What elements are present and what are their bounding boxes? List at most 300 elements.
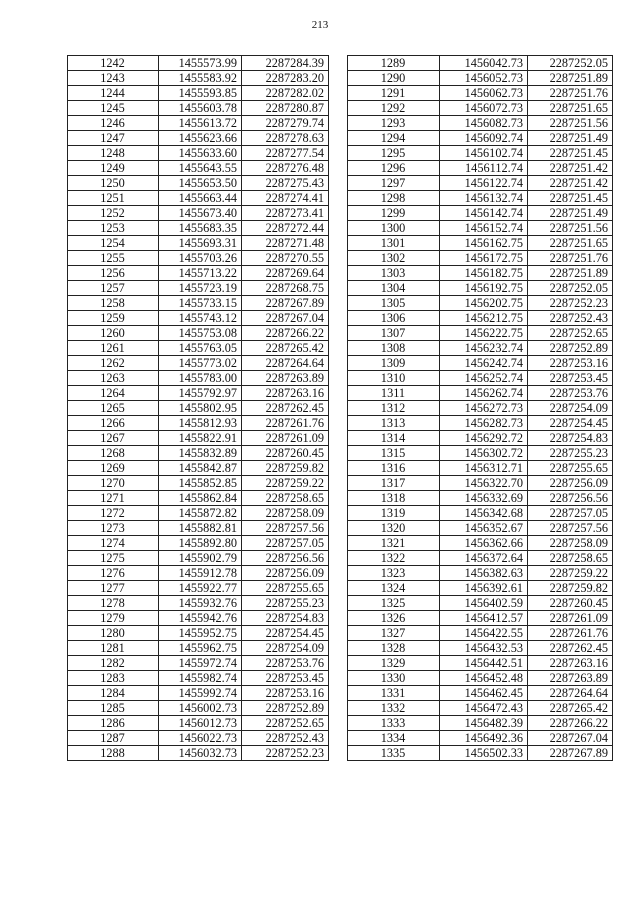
y-coordinate-cell: 2287253.16 xyxy=(528,356,613,371)
table-row xyxy=(348,671,613,686)
y-coordinate-cell: 2287261.09 xyxy=(528,611,613,626)
y-coordinate-cell: 2287277.54 xyxy=(242,146,329,161)
x-coordinate-cell: 1455992.74 xyxy=(159,686,242,701)
point-id-cell: 1256 xyxy=(68,266,159,281)
y-coordinate-cell: 2287251.42 xyxy=(528,176,613,191)
table-row xyxy=(68,341,329,356)
table-row xyxy=(68,416,329,431)
point-id-cell: 1263 xyxy=(68,371,159,386)
y-coordinate-cell: 2287274.41 xyxy=(242,191,329,206)
point-id-cell: 1257 xyxy=(68,281,159,296)
y-coordinate-cell: 2287255.23 xyxy=(242,596,329,611)
table-row xyxy=(68,221,329,236)
table-row xyxy=(68,626,329,641)
table-row xyxy=(348,311,613,326)
point-id-cell: 1323 xyxy=(348,566,440,581)
x-coordinate-cell: 1455812.93 xyxy=(159,416,242,431)
x-coordinate-cell: 1456492.36 xyxy=(440,731,528,746)
x-coordinate-cell: 1455862.84 xyxy=(159,491,242,506)
y-coordinate-cell: 2287279.74 xyxy=(242,116,329,131)
point-id-cell: 1312 xyxy=(348,401,440,416)
x-coordinate-cell: 1456342.68 xyxy=(440,506,528,521)
y-coordinate-cell: 2287251.42 xyxy=(528,161,613,176)
point-id-cell: 1284 xyxy=(68,686,159,701)
x-coordinate-cell: 1456352.67 xyxy=(440,521,528,536)
point-id-cell: 1246 xyxy=(68,116,159,131)
table-row xyxy=(348,521,613,536)
table-row xyxy=(348,116,613,131)
table-row xyxy=(68,296,329,311)
x-coordinate-cell: 1456262.74 xyxy=(440,386,528,401)
x-coordinate-cell: 1456382.63 xyxy=(440,566,528,581)
x-coordinate-cell: 1456422.55 xyxy=(440,626,528,641)
table-row xyxy=(68,536,329,551)
x-coordinate-cell: 1455902.79 xyxy=(159,551,242,566)
point-id-cell: 1306 xyxy=(348,311,440,326)
table-row xyxy=(68,446,329,461)
table-row xyxy=(348,686,613,701)
x-coordinate-cell: 1456152.74 xyxy=(440,221,528,236)
point-id-cell: 1251 xyxy=(68,191,159,206)
table-row xyxy=(348,161,613,176)
y-coordinate-cell: 2287252.43 xyxy=(242,731,329,746)
y-coordinate-cell: 2287259.82 xyxy=(528,581,613,596)
x-coordinate-cell: 1456212.75 xyxy=(440,311,528,326)
point-id-cell: 1288 xyxy=(68,746,159,761)
y-coordinate-cell: 2287267.04 xyxy=(242,311,329,326)
y-coordinate-cell: 2287253.45 xyxy=(242,671,329,686)
point-id-cell: 1259 xyxy=(68,311,159,326)
y-coordinate-cell: 2287258.09 xyxy=(528,536,613,551)
table-row xyxy=(68,701,329,716)
table-row xyxy=(348,401,613,416)
y-coordinate-cell: 2287253.45 xyxy=(528,371,613,386)
point-id-cell: 1309 xyxy=(348,356,440,371)
table-row xyxy=(68,281,329,296)
point-id-cell: 1248 xyxy=(68,146,159,161)
x-coordinate-cell: 1456092.74 xyxy=(440,131,528,146)
point-id-cell: 1333 xyxy=(348,716,440,731)
y-coordinate-cell: 2287254.09 xyxy=(528,401,613,416)
y-coordinate-cell: 2287260.45 xyxy=(242,446,329,461)
x-coordinate-cell: 1456462.45 xyxy=(440,686,528,701)
table-row xyxy=(68,611,329,626)
y-coordinate-cell: 2287251.65 xyxy=(528,101,613,116)
y-coordinate-cell: 2287253.76 xyxy=(242,656,329,671)
y-coordinate-cell: 2287255.23 xyxy=(528,446,613,461)
y-coordinate-cell: 2287269.64 xyxy=(242,266,329,281)
point-id-cell: 1286 xyxy=(68,716,159,731)
table-row xyxy=(348,596,613,611)
point-id-cell: 1281 xyxy=(68,641,159,656)
table-row xyxy=(348,551,613,566)
table-row xyxy=(348,626,613,641)
table-row xyxy=(68,101,329,116)
point-id-cell: 1269 xyxy=(68,461,159,476)
point-id-cell: 1266 xyxy=(68,416,159,431)
point-id-cell: 1313 xyxy=(348,416,440,431)
x-coordinate-cell: 1455623.66 xyxy=(159,131,242,146)
point-id-cell: 1244 xyxy=(68,86,159,101)
y-coordinate-cell: 2287275.43 xyxy=(242,176,329,191)
table-row xyxy=(348,356,613,371)
point-id-cell: 1275 xyxy=(68,551,159,566)
y-coordinate-cell: 2287283.20 xyxy=(242,71,329,86)
point-id-cell: 1296 xyxy=(348,161,440,176)
x-coordinate-cell: 1455693.31 xyxy=(159,236,242,251)
point-id-cell: 1277 xyxy=(68,581,159,596)
point-id-cell: 1285 xyxy=(68,701,159,716)
table-row xyxy=(68,326,329,341)
y-coordinate-cell: 2287278.63 xyxy=(242,131,329,146)
x-coordinate-cell: 1455932.76 xyxy=(159,596,242,611)
x-coordinate-cell: 1456052.73 xyxy=(440,71,528,86)
table-row xyxy=(68,746,329,761)
x-coordinate-cell: 1456162.75 xyxy=(440,236,528,251)
table-row xyxy=(68,731,329,746)
x-coordinate-cell: 1455982.74 xyxy=(159,671,242,686)
x-coordinate-cell: 1456332.69 xyxy=(440,491,528,506)
point-id-cell: 1272 xyxy=(68,506,159,521)
table-row xyxy=(348,281,613,296)
x-coordinate-cell: 1456172.75 xyxy=(440,251,528,266)
table-row xyxy=(68,71,329,86)
y-coordinate-cell: 2287259.22 xyxy=(528,566,613,581)
x-coordinate-cell: 1456182.75 xyxy=(440,266,528,281)
table-row xyxy=(348,506,613,521)
x-coordinate-cell: 1456072.73 xyxy=(440,101,528,116)
point-id-cell: 1301 xyxy=(348,236,440,251)
point-id-cell: 1273 xyxy=(68,521,159,536)
x-coordinate-cell: 1455593.85 xyxy=(159,86,242,101)
point-id-cell: 1328 xyxy=(348,641,440,656)
y-coordinate-cell: 2287253.16 xyxy=(242,686,329,701)
x-coordinate-cell: 1456222.75 xyxy=(440,326,528,341)
table-row xyxy=(68,506,329,521)
x-coordinate-cell: 1455713.22 xyxy=(159,266,242,281)
y-coordinate-cell: 2287256.09 xyxy=(242,566,329,581)
x-coordinate-cell: 1455673.40 xyxy=(159,206,242,221)
table-row xyxy=(348,371,613,386)
point-id-cell: 1326 xyxy=(348,611,440,626)
point-id-cell: 1305 xyxy=(348,296,440,311)
x-coordinate-cell: 1455643.55 xyxy=(159,161,242,176)
y-coordinate-cell: 2287251.49 xyxy=(528,206,613,221)
x-coordinate-cell: 1456112.74 xyxy=(440,161,528,176)
x-coordinate-cell: 1455723.19 xyxy=(159,281,242,296)
x-coordinate-cell: 1456482.39 xyxy=(440,716,528,731)
y-coordinate-cell: 2287251.56 xyxy=(528,116,613,131)
point-id-cell: 1295 xyxy=(348,146,440,161)
table-row xyxy=(348,611,613,626)
y-coordinate-cell: 2287251.65 xyxy=(528,236,613,251)
point-id-cell: 1252 xyxy=(68,206,159,221)
point-id-cell: 1314 xyxy=(348,431,440,446)
point-id-cell: 1262 xyxy=(68,356,159,371)
table-row xyxy=(68,131,329,146)
point-id-cell: 1274 xyxy=(68,536,159,551)
table-row xyxy=(68,266,329,281)
y-coordinate-cell: 2287273.41 xyxy=(242,206,329,221)
y-coordinate-cell: 2287254.45 xyxy=(528,416,613,431)
table-row xyxy=(68,521,329,536)
x-coordinate-cell: 1456192.75 xyxy=(440,281,528,296)
point-id-cell: 1289 xyxy=(348,56,440,71)
y-coordinate-cell: 2287261.09 xyxy=(242,431,329,446)
y-coordinate-cell: 2287251.76 xyxy=(528,86,613,101)
table-row xyxy=(348,251,613,266)
x-coordinate-cell: 1456282.73 xyxy=(440,416,528,431)
y-coordinate-cell: 2287276.48 xyxy=(242,161,329,176)
table-row xyxy=(348,101,613,116)
x-coordinate-cell: 1456022.73 xyxy=(159,731,242,746)
table-row xyxy=(348,716,613,731)
point-id-cell: 1320 xyxy=(348,521,440,536)
y-coordinate-cell: 2287256.56 xyxy=(242,551,329,566)
coordinate-table-left xyxy=(67,55,329,761)
x-coordinate-cell: 1456362.66 xyxy=(440,536,528,551)
point-id-cell: 1302 xyxy=(348,251,440,266)
table-row xyxy=(348,191,613,206)
x-coordinate-cell: 1455952.75 xyxy=(159,626,242,641)
x-coordinate-cell: 1456202.75 xyxy=(440,296,528,311)
point-id-cell: 1247 xyxy=(68,131,159,146)
table-row xyxy=(68,581,329,596)
point-id-cell: 1243 xyxy=(68,71,159,86)
point-id-cell: 1280 xyxy=(68,626,159,641)
x-coordinate-cell: 1455822.91 xyxy=(159,431,242,446)
y-coordinate-cell: 2287263.16 xyxy=(242,386,329,401)
point-id-cell: 1253 xyxy=(68,221,159,236)
point-id-cell: 1258 xyxy=(68,296,159,311)
point-id-cell: 1255 xyxy=(68,251,159,266)
x-coordinate-cell: 1456012.73 xyxy=(159,716,242,731)
point-id-cell: 1278 xyxy=(68,596,159,611)
point-id-cell: 1279 xyxy=(68,611,159,626)
table-row xyxy=(68,86,329,101)
point-id-cell: 1245 xyxy=(68,101,159,116)
x-coordinate-cell: 1456292.72 xyxy=(440,431,528,446)
x-coordinate-cell: 1455783.00 xyxy=(159,371,242,386)
x-coordinate-cell: 1456062.73 xyxy=(440,86,528,101)
table-row xyxy=(348,236,613,251)
y-coordinate-cell: 2287252.43 xyxy=(528,311,613,326)
point-id-cell: 1315 xyxy=(348,446,440,461)
table-row xyxy=(348,416,613,431)
y-coordinate-cell: 2287271.48 xyxy=(242,236,329,251)
y-coordinate-cell: 2287255.65 xyxy=(242,581,329,596)
x-coordinate-cell: 1456402.59 xyxy=(440,596,528,611)
x-coordinate-cell: 1456432.53 xyxy=(440,641,528,656)
y-coordinate-cell: 2287255.65 xyxy=(528,461,613,476)
x-coordinate-cell: 1455922.77 xyxy=(159,581,242,596)
y-coordinate-cell: 2287267.89 xyxy=(528,746,613,761)
y-coordinate-cell: 2287256.56 xyxy=(528,491,613,506)
y-coordinate-cell: 2287253.76 xyxy=(528,386,613,401)
point-id-cell: 1276 xyxy=(68,566,159,581)
table-row xyxy=(348,656,613,671)
x-coordinate-cell: 1455842.87 xyxy=(159,461,242,476)
x-coordinate-cell: 1456272.73 xyxy=(440,401,528,416)
y-coordinate-cell: 2287252.05 xyxy=(528,56,613,71)
table-row xyxy=(68,656,329,671)
y-coordinate-cell: 2287265.42 xyxy=(242,341,329,356)
table-row xyxy=(348,326,613,341)
table-row xyxy=(68,251,329,266)
x-coordinate-cell: 1455613.72 xyxy=(159,116,242,131)
x-coordinate-cell: 1455703.26 xyxy=(159,251,242,266)
y-coordinate-cell: 2287266.22 xyxy=(528,716,613,731)
y-coordinate-cell: 2287264.64 xyxy=(528,686,613,701)
table-row xyxy=(348,446,613,461)
table-row xyxy=(68,191,329,206)
x-coordinate-cell: 1455763.05 xyxy=(159,341,242,356)
x-coordinate-cell: 1456042.73 xyxy=(440,56,528,71)
point-id-cell: 1268 xyxy=(68,446,159,461)
y-coordinate-cell: 2287266.22 xyxy=(242,326,329,341)
point-id-cell: 1319 xyxy=(348,506,440,521)
page-number: 213 xyxy=(311,19,329,31)
point-id-cell: 1264 xyxy=(68,386,159,401)
table-row xyxy=(68,236,329,251)
y-coordinate-cell: 2287252.05 xyxy=(528,281,613,296)
table-row xyxy=(348,461,613,476)
table-row xyxy=(68,176,329,191)
table-row xyxy=(348,221,613,236)
table-row xyxy=(348,71,613,86)
point-id-cell: 1308 xyxy=(348,341,440,356)
table-row xyxy=(348,566,613,581)
x-coordinate-cell: 1456372.64 xyxy=(440,551,528,566)
x-coordinate-cell: 1456082.73 xyxy=(440,116,528,131)
x-coordinate-cell: 1456442.51 xyxy=(440,656,528,671)
y-coordinate-cell: 2287263.89 xyxy=(528,671,613,686)
y-coordinate-cell: 2287251.56 xyxy=(528,221,613,236)
point-id-cell: 1318 xyxy=(348,491,440,506)
point-id-cell: 1329 xyxy=(348,656,440,671)
x-coordinate-cell: 1456032.73 xyxy=(159,746,242,761)
table-row xyxy=(348,491,613,506)
x-coordinate-cell: 1455753.08 xyxy=(159,326,242,341)
point-id-cell: 1332 xyxy=(348,701,440,716)
table-row xyxy=(68,431,329,446)
point-id-cell: 1261 xyxy=(68,341,159,356)
point-id-cell: 1311 xyxy=(348,386,440,401)
table-row xyxy=(348,641,613,656)
y-coordinate-cell: 2287260.45 xyxy=(528,596,613,611)
table-row xyxy=(68,596,329,611)
x-coordinate-cell: 1455743.12 xyxy=(159,311,242,326)
point-id-cell: 1321 xyxy=(348,536,440,551)
y-coordinate-cell: 2287251.76 xyxy=(528,251,613,266)
table-row xyxy=(68,686,329,701)
table-row xyxy=(68,311,329,326)
table-row xyxy=(348,176,613,191)
point-id-cell: 1297 xyxy=(348,176,440,191)
x-coordinate-cell: 1455603.78 xyxy=(159,101,242,116)
point-id-cell: 1265 xyxy=(68,401,159,416)
point-id-cell: 1335 xyxy=(348,746,440,761)
point-id-cell: 1325 xyxy=(348,596,440,611)
x-coordinate-cell: 1456232.74 xyxy=(440,341,528,356)
y-coordinate-cell: 2287252.65 xyxy=(528,326,613,341)
y-coordinate-cell: 2287263.16 xyxy=(528,656,613,671)
point-id-cell: 1282 xyxy=(68,656,159,671)
point-id-cell: 1283 xyxy=(68,671,159,686)
y-coordinate-cell: 2287256.09 xyxy=(528,476,613,491)
point-id-cell: 1304 xyxy=(348,281,440,296)
point-id-cell: 1331 xyxy=(348,686,440,701)
x-coordinate-cell: 1456002.73 xyxy=(159,701,242,716)
x-coordinate-cell: 1456412.57 xyxy=(440,611,528,626)
y-coordinate-cell: 2287259.82 xyxy=(242,461,329,476)
point-id-cell: 1316 xyxy=(348,461,440,476)
x-coordinate-cell: 1456302.72 xyxy=(440,446,528,461)
point-id-cell: 1298 xyxy=(348,191,440,206)
x-coordinate-cell: 1455633.60 xyxy=(159,146,242,161)
y-coordinate-cell: 2287251.45 xyxy=(528,146,613,161)
y-coordinate-cell: 2287251.45 xyxy=(528,191,613,206)
point-id-cell: 1267 xyxy=(68,431,159,446)
x-coordinate-cell: 1455912.78 xyxy=(159,566,242,581)
table-row xyxy=(348,341,613,356)
point-id-cell: 1271 xyxy=(68,491,159,506)
y-coordinate-cell: 2287257.56 xyxy=(242,521,329,536)
point-id-cell: 1322 xyxy=(348,551,440,566)
point-id-cell: 1310 xyxy=(348,371,440,386)
point-id-cell: 1299 xyxy=(348,206,440,221)
table-row xyxy=(348,131,613,146)
table-row xyxy=(68,386,329,401)
point-id-cell: 1293 xyxy=(348,116,440,131)
y-coordinate-cell: 2287264.64 xyxy=(242,356,329,371)
x-coordinate-cell: 1455962.75 xyxy=(159,641,242,656)
y-coordinate-cell: 2287284.39 xyxy=(242,56,329,71)
y-coordinate-cell: 2287259.22 xyxy=(242,476,329,491)
y-coordinate-cell: 2287252.89 xyxy=(242,701,329,716)
table-row xyxy=(348,731,613,746)
point-id-cell: 1303 xyxy=(348,266,440,281)
x-coordinate-cell: 1455653.50 xyxy=(159,176,242,191)
y-coordinate-cell: 2287261.76 xyxy=(528,626,613,641)
x-coordinate-cell: 1455792.97 xyxy=(159,386,242,401)
y-coordinate-cell: 2287251.89 xyxy=(528,266,613,281)
y-coordinate-cell: 2287268.75 xyxy=(242,281,329,296)
x-coordinate-cell: 1456132.74 xyxy=(440,191,528,206)
y-coordinate-cell: 2287252.89 xyxy=(528,341,613,356)
y-coordinate-cell: 2287270.55 xyxy=(242,251,329,266)
table-row xyxy=(348,296,613,311)
x-coordinate-cell: 1455972.74 xyxy=(159,656,242,671)
x-coordinate-cell: 1455892.80 xyxy=(159,536,242,551)
point-id-cell: 1294 xyxy=(348,131,440,146)
table-row xyxy=(68,146,329,161)
y-coordinate-cell: 2287257.05 xyxy=(528,506,613,521)
y-coordinate-cell: 2287263.89 xyxy=(242,371,329,386)
x-coordinate-cell: 1456312.71 xyxy=(440,461,528,476)
point-id-cell: 1250 xyxy=(68,176,159,191)
table-row xyxy=(348,206,613,221)
table-row xyxy=(68,161,329,176)
y-coordinate-cell: 2287262.45 xyxy=(528,641,613,656)
y-coordinate-cell: 2287252.65 xyxy=(242,716,329,731)
y-coordinate-cell: 2287262.45 xyxy=(242,401,329,416)
point-id-cell: 1260 xyxy=(68,326,159,341)
table-row xyxy=(68,641,329,656)
x-coordinate-cell: 1455852.85 xyxy=(159,476,242,491)
point-id-cell: 1334 xyxy=(348,731,440,746)
table-row xyxy=(68,56,329,71)
